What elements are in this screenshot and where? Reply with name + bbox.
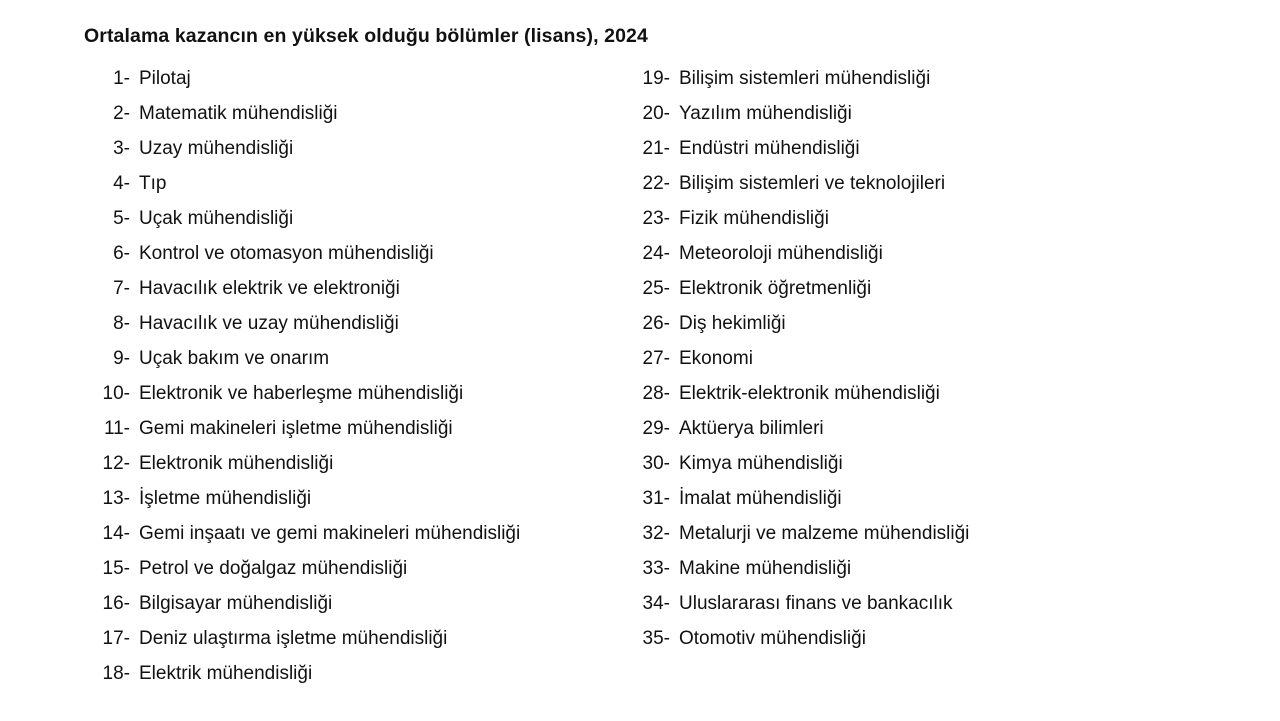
list-item-label: Elektrik mühendisliği [139,663,313,684]
list-item-label: İşletme mühendisliği [139,488,312,509]
bottom-strip [0,709,1280,721]
list-item-number: 10- [102,383,130,404]
list-item-label: Elektrik-elektronik mühendisliği [679,383,940,404]
list-item [624,383,1244,418]
list-item [624,628,1244,663]
list-item-label: Matematik mühendisliği [139,103,338,124]
list-item [624,558,1244,593]
list-item-label: Metalurji ve malzeme mühendisliği [679,523,970,544]
list-item [624,418,1244,453]
list-item-number: 19- [642,68,670,89]
list-item-number: 25- [642,278,670,299]
list-item-number: 15- [102,558,130,579]
list-item-number: 22- [642,173,670,194]
list-item-label: Aktüerya bilimleri [679,418,824,439]
list-item-number: 30- [642,453,670,474]
list-item-label: Uzay mühendisliği [139,138,294,159]
list-item-number: 12- [102,453,130,474]
list-item [84,558,624,593]
list-item-label: Kontrol ve otomasyon mühendisliği [139,243,434,264]
list-item-label: Elektronik mühendisliği [139,453,334,474]
list-item [624,593,1244,628]
list-item [84,103,624,138]
list-item [84,593,624,628]
list-item [84,208,624,243]
list-item [84,418,624,453]
list-item [624,103,1244,138]
list-item-label: Bilişim sistemleri ve teknolojileri [679,173,946,194]
list-item-label: Elektronik ve haberleşme mühendisliği [139,383,464,404]
list-item-label: Gemi inşaatı ve gemi makineleri mühendisliği [139,523,521,544]
ranking-column-right [624,68,1244,698]
list-item-number: 11- [103,418,130,439]
list-item-label: Elektronik öğretmenliği [679,278,872,299]
list-item-label: İmalat mühendisliği [679,488,842,509]
list-item-label: Bilgisayar mühendisliği [139,593,333,614]
list-item [624,173,1244,208]
list-item [624,243,1244,278]
list-item [84,663,624,698]
list-item-number: 13- [102,488,130,509]
list-item [624,208,1244,243]
list-item [624,313,1244,348]
list-item-number: 17- [102,628,130,649]
list-item [624,348,1244,383]
ranking-column-left [84,68,624,698]
list-item [84,348,624,383]
list-item-label: Havacılık elektrik ve elektroniği [139,278,400,299]
list-item-number: 8- [113,313,130,334]
list-item [84,243,624,278]
list-item-label: Petrol ve doğalgaz mühendisliği [139,558,408,579]
list-item-number: 28- [642,383,670,404]
list-item-label: Ekonomi [679,348,753,369]
list-item-number: 16- [102,593,130,614]
list-item-number: 31- [642,488,670,509]
list-item-label: Fizik mühendisliği [679,208,829,229]
list-item-number: 27- [642,348,670,369]
list-item-number: 7- [113,278,130,299]
list-item [624,523,1244,558]
list-item-number: 2- [113,103,130,124]
list-item-number: 18- [102,663,130,684]
list-item-number: 14- [102,523,130,544]
list-item [84,523,624,558]
list-item [84,138,624,173]
list-item-label: Meteoroloji mühendisliği [679,243,883,264]
list-item [84,453,624,488]
list-item-number: 3- [113,138,130,159]
list-item [624,138,1244,173]
list-item-label: Kimya mühendisliği [679,453,843,474]
list-item [84,313,624,348]
list-item [84,278,624,313]
list-item-label: Havacılık ve uzay mühendisliği [139,313,399,334]
list-item-label: Diş hekimliği [679,313,786,334]
list-item-label: Uçak bakım ve onarım [139,348,330,369]
list-item-label: Makine mühendisliği [679,558,852,579]
list-item-label: Yazılım mühendisliği [679,103,852,124]
list-item-label: Pilotaj [139,68,191,89]
list-item-label: Endüstri mühendisliği [679,138,860,159]
list-item-number: 33- [642,558,670,579]
list-item [84,628,624,663]
list-item [84,383,624,418]
list-item-number: 29- [642,418,670,439]
list-item-number: 6- [113,243,130,264]
list-item [624,68,1244,103]
list-item-number: 24- [642,243,670,264]
list-item-number: 1- [113,68,130,89]
list-item [624,453,1244,488]
list-item-number: 21- [642,138,670,159]
list-item [84,68,624,103]
list-item-number: 23- [642,208,670,229]
list-item-number: 5- [113,208,130,229]
ranking-columns [0,68,1280,698]
list-item-number: 26- [642,313,670,334]
list-item [624,488,1244,523]
list-item-label: Uluslararası finans ve bankacılık [679,593,953,614]
list-item-number: 34- [642,593,670,614]
list-item-label: Otomotiv mühendisliği [679,628,866,649]
list-item [624,278,1244,313]
page-title: Ortalama kazancın en yüksek olduğu bölümler (lisans), 2024 [84,25,648,47]
list-item-number: 20- [642,103,670,124]
list-item-number: 35- [642,628,670,649]
list-item-label: Uçak mühendisliği [139,208,294,229]
list-item-label: Gemi makineleri işletme mühendisliği [139,418,453,439]
list-item-number: 32- [642,523,670,544]
list-item [84,173,624,208]
list-item-label: Tıp [139,173,167,194]
list-item-label: Bilişim sistemleri mühendisliği [679,68,931,89]
list-item-number: 9- [113,348,130,369]
list-item [84,488,624,523]
list-item-number: 4- [113,173,130,194]
list-item-label: Deniz ulaştırma işletme mühendisliği [139,628,448,649]
